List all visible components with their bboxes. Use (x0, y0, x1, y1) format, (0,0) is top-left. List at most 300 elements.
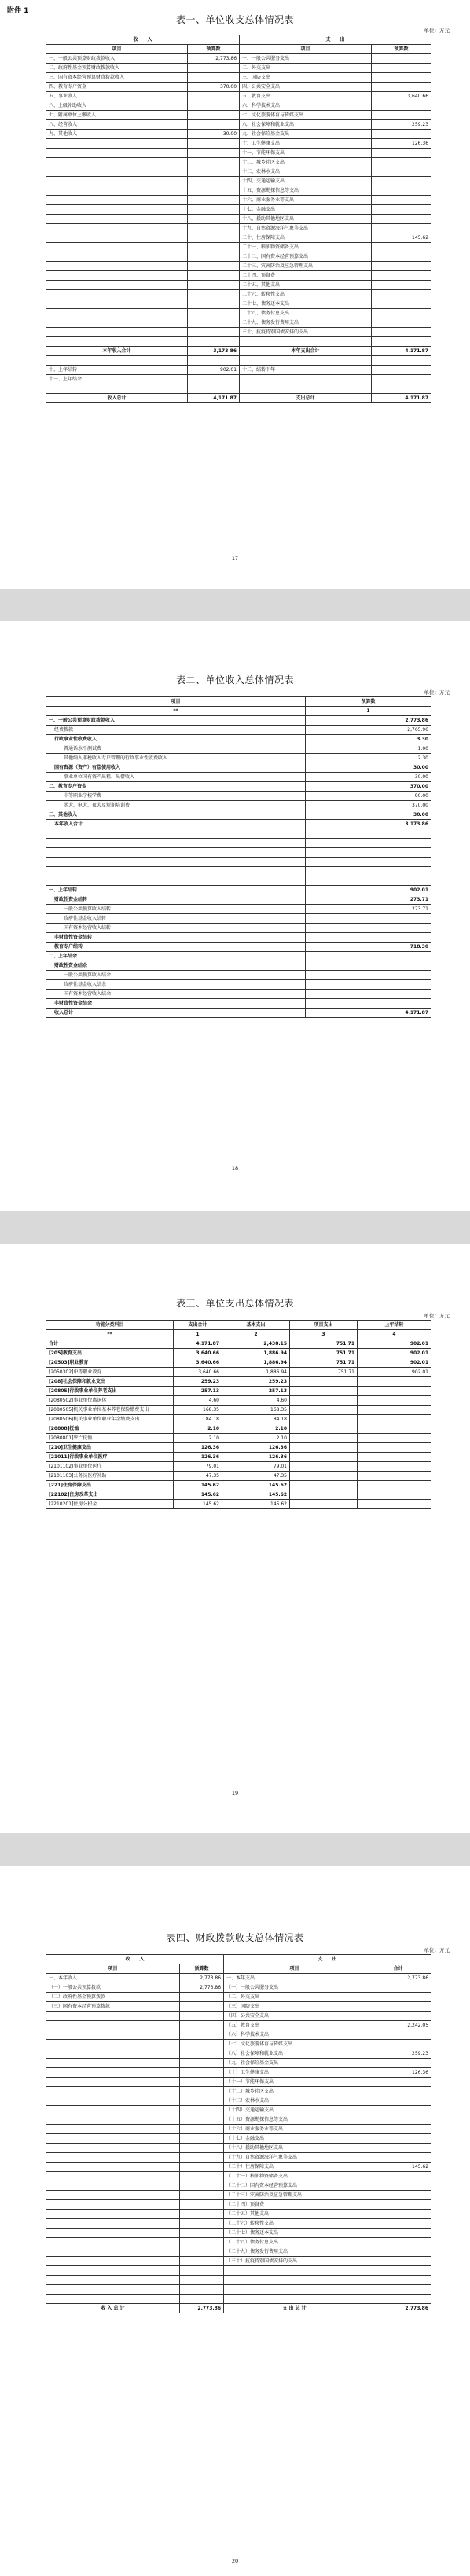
carryover-amount (358, 1415, 431, 1424)
attachment-label: 附件 1 (7, 7, 29, 15)
table4-col-item: 项目 (224, 1964, 365, 1974)
table-row (46, 801, 431, 810)
income-amount: 370.00 (188, 83, 240, 92)
carryover-amount: 902.01 (358, 1339, 431, 1349)
income-amount (180, 2125, 224, 2134)
income-item (46, 2021, 180, 2030)
table-row (46, 895, 431, 905)
basic-amount: 2.10 (222, 1424, 290, 1434)
table2-col-budget: 预算数 (306, 697, 431, 707)
table-row (46, 773, 431, 782)
table-row (46, 1500, 431, 1509)
subject: [20805]行政事业单位养老支出 (46, 1387, 174, 1396)
income-item (46, 224, 188, 233)
expense-item: 十二、结转下年 (240, 366, 372, 375)
expense-amount (372, 64, 431, 73)
expense-amount (365, 2030, 431, 2040)
expense-item: 支出总计 (240, 394, 372, 403)
income-amount (180, 2078, 224, 2087)
income-amount (180, 2163, 224, 2172)
expense-amount (365, 2238, 431, 2247)
carryover-amount (358, 1377, 431, 1387)
expense-amount (365, 2002, 431, 2012)
project-amount (290, 1424, 358, 1434)
expense-amount: 259.23 (365, 2049, 431, 2059)
expense-amount (365, 2144, 431, 2153)
income-amount: 30.00 (306, 773, 431, 782)
income-item: 一、本年收入 (46, 1974, 180, 1983)
income-item: 二、上年结余 (46, 952, 306, 961)
expense-amount (365, 2172, 431, 2181)
subject: [22102]住房改革支出 (46, 1490, 174, 1500)
income-item: 三、国有资本经营预算财政拨款收入 (46, 73, 188, 83)
income-item (46, 290, 188, 299)
income-item (46, 2257, 180, 2266)
income-item (46, 2200, 180, 2210)
income-item (46, 2012, 180, 2021)
expense-item: （十二）城乡社区支出 (224, 2087, 365, 2096)
table-row (46, 933, 431, 943)
page-table-3 (0, 1244, 470, 1833)
expense-item: 十七、金融支出 (240, 205, 372, 215)
table-row (46, 2276, 431, 2285)
income-amount (180, 2191, 224, 2200)
table-row (46, 763, 431, 773)
income-item: 经费拨款 (46, 726, 306, 735)
income-item (46, 337, 188, 347)
table-row (46, 1358, 431, 1368)
income-amount (180, 2144, 224, 2153)
expense-item: 二十、住房保障支出 (240, 233, 372, 243)
income-item (46, 2030, 180, 2040)
income-amount (180, 2200, 224, 2210)
income-item (46, 2115, 180, 2125)
table-row (46, 905, 431, 914)
income-amount: 2,773.86 (188, 54, 240, 64)
income-item: 政府性基金收入结余 (46, 980, 306, 990)
expense-item (240, 356, 372, 366)
subject: [21011]行政事业单位医疗 (46, 1453, 174, 1462)
total-amount: 259.23 (174, 1377, 222, 1387)
income-item (46, 2068, 180, 2078)
subject: [2050302]中等职业教育 (46, 1368, 174, 1377)
table-row (46, 2144, 431, 2153)
income-item: 一般公共预算收入结转 (46, 905, 306, 914)
table2-title: 表二、单位收入总体情况表 (175, 674, 294, 685)
table-row (46, 2304, 431, 2313)
table1-col-budget: 预算数 (188, 45, 240, 54)
expense-item: （十七）金融支出 (224, 2134, 365, 2144)
income-item (46, 2153, 180, 2163)
income-amount: 30.00 (306, 810, 431, 820)
table-row (46, 782, 431, 792)
table-row (46, 1472, 431, 1481)
income-item: 教育专户结转 (46, 943, 306, 952)
income-amount: 4,171.87 (188, 394, 240, 403)
expense-amount (365, 2266, 431, 2276)
income-item: 收入总计 (46, 394, 188, 403)
basic-amount: 126.36 (222, 1443, 290, 1453)
table-row (46, 1481, 431, 1490)
expense-item: （三）国防支出 (224, 2002, 365, 2012)
income-amount (188, 224, 240, 233)
table-row (46, 2096, 431, 2106)
table-row (46, 1490, 431, 1500)
total-amount: 3,640.66 (174, 1349, 222, 1358)
table-row (46, 1377, 431, 1387)
table-row (46, 2295, 431, 2304)
table-row (46, 328, 431, 337)
income-amount (188, 262, 240, 271)
page-table-2 (0, 621, 470, 1211)
expense-item: （二十六）转移性支出 (224, 2219, 365, 2229)
basic-amount: 2,438.15 (222, 1339, 290, 1349)
table-row (46, 999, 431, 1009)
income-amount (306, 952, 431, 961)
project-amount (290, 1453, 358, 1462)
income-item: 三、其他收入 (46, 810, 306, 820)
income-amount (188, 64, 240, 73)
expense-amount (372, 290, 431, 299)
table-row (46, 130, 431, 139)
income-amount (188, 356, 240, 366)
income-item (46, 252, 188, 262)
table-row (46, 2238, 431, 2247)
expense-amount (372, 177, 431, 186)
project-amount (290, 1462, 358, 1472)
income-amount (188, 271, 240, 281)
income-amount: 4,171.87 (306, 1009, 431, 1018)
table-row (46, 1349, 431, 1358)
expense-amount (365, 2078, 431, 2087)
expense-item: 二十二、国有资本经营预算支出 (240, 252, 372, 262)
expense-amount (372, 366, 431, 375)
table-row (46, 2266, 431, 2276)
table4-income-header: 收 入 (46, 1955, 224, 1964)
expense-item: 十三、农林水支出 (240, 167, 372, 177)
expense-item: 十九、自然资源海洋气象等支出 (240, 224, 372, 233)
expense-item: 十八、援助其他地区支出 (240, 215, 372, 224)
subject: [2101103]公务员医疗补助 (46, 1472, 174, 1481)
income-amount (180, 2210, 224, 2219)
income-amount (188, 337, 240, 347)
table-row (46, 2210, 431, 2219)
expense-amount (365, 2181, 431, 2191)
expense-amount (372, 309, 431, 318)
expense-item: （二十一）粮油物资储备支出 (224, 2172, 365, 2181)
expense-item: （八）社会保障和就业支出 (224, 2049, 365, 2059)
income-item (46, 2087, 180, 2096)
income-amount: 902.01 (188, 366, 240, 375)
carryover-amount (358, 1387, 431, 1396)
table3-col-index: 4 (358, 1330, 431, 1339)
expense-amount (372, 243, 431, 252)
expense-item: 十、卫生健康支出 (240, 139, 372, 149)
table-row (46, 2163, 431, 2172)
table-row (46, 347, 431, 356)
income-amount (306, 999, 431, 1009)
expense-amount (372, 215, 431, 224)
table4-col-total: 合计 (365, 1964, 431, 1974)
table4 (46, 1954, 431, 2313)
income-amount (188, 233, 240, 243)
basic-amount: 4.60 (222, 1396, 290, 1406)
table-row (46, 2002, 431, 2012)
income-amount (180, 2295, 224, 2304)
table1-col-item: 项目 (46, 45, 188, 54)
expense-item: 三、国防支出 (240, 73, 372, 83)
project-amount: 751.71 (290, 1339, 358, 1349)
total-amount: 2.10 (174, 1424, 222, 1434)
income-item: 九、其他收入 (46, 130, 188, 139)
basic-amount: 145.62 (222, 1481, 290, 1490)
table1-col-budget: 预算数 (372, 45, 431, 54)
income-item (46, 2238, 180, 2247)
carryover-amount (358, 1500, 431, 1509)
income-amount (180, 2247, 224, 2257)
expense-amount (372, 130, 431, 139)
income-amount (188, 139, 240, 149)
table1 (46, 35, 431, 403)
income-amount (306, 839, 431, 848)
expense-item: 七、文化旅游体育与传媒支出 (240, 111, 372, 120)
income-amount: 2,773.86 (180, 1974, 224, 1983)
expense-amount: 259.23 (372, 120, 431, 130)
table-row (46, 2153, 431, 2163)
table-row (46, 716, 431, 726)
income-item (46, 384, 188, 394)
table-row (46, 2200, 431, 2210)
expense-amount (365, 2115, 431, 2125)
income-item (46, 2266, 180, 2276)
expense-item: （一）一般公共服务支出 (224, 1983, 365, 1993)
income-item (46, 2247, 180, 2257)
total-amount: 3,640.66 (174, 1368, 222, 1377)
income-amount (180, 2285, 224, 2295)
expense-amount (365, 2210, 431, 2219)
expense-amount: 2,773.86 (365, 1974, 431, 1983)
basic-amount: 1,886.94 (222, 1358, 290, 1368)
expense-amount (372, 281, 431, 290)
expense-amount: 2,242.05 (365, 2021, 431, 2030)
table-row (46, 820, 431, 829)
income-amount (180, 2134, 224, 2144)
income-item (46, 149, 188, 158)
expense-item (224, 2266, 365, 2276)
table-row (46, 867, 431, 876)
expense-amount (372, 271, 431, 281)
table-row (46, 2078, 431, 2087)
income-item: 其他纳入非税收入专户管理的行政事业性收费收入 (46, 754, 306, 763)
income-amount (188, 186, 240, 196)
income-item (46, 2106, 180, 2115)
table-row (46, 886, 431, 895)
income-item (46, 2295, 180, 2304)
table-row (46, 111, 431, 120)
table-row (46, 943, 431, 952)
expense-amount: 145.62 (372, 233, 431, 243)
carryover-amount (358, 1443, 431, 1453)
table-row (46, 1983, 431, 1993)
income-amount (180, 2049, 224, 2059)
income-item (46, 328, 188, 337)
table4-unit: 单位：万元 (424, 1947, 450, 1953)
table3-col-carryover: 上年结转 (358, 1321, 431, 1330)
income-amount: 30.00 (306, 763, 431, 773)
income-item: 本年收入合计 (46, 347, 188, 356)
income-item: 六、上级补助收入 (46, 101, 188, 111)
expense-item: 本年支出合计 (240, 347, 372, 356)
total-amount: 145.62 (174, 1500, 222, 1509)
expense-amount (372, 337, 431, 347)
income-item: 一般公共预算收入结余 (46, 971, 306, 980)
income-item (46, 196, 188, 205)
income-item: 财政性资金结转 (46, 895, 306, 905)
income-amount (180, 2153, 224, 2163)
expense-amount: 145.62 (365, 2163, 431, 2172)
income-item (46, 2134, 180, 2144)
expense-amount (372, 158, 431, 167)
income-item (46, 2191, 180, 2200)
expense-amount (365, 2059, 431, 2068)
expense-item: （三十）抗疫特别国债安排的支出 (224, 2257, 365, 2266)
table-row (46, 1434, 431, 1443)
income-item: （二）政府性基金预算拨款 (46, 1993, 180, 2002)
carryover-amount (358, 1481, 431, 1490)
income-amount (188, 120, 240, 130)
subject: [221]住房保障支出 (46, 1481, 174, 1490)
expense-amount (365, 2285, 431, 2295)
income-amount (306, 867, 431, 876)
table-row (46, 139, 431, 149)
expense-item: 十六、商业服务业等支出 (240, 196, 372, 205)
page-number: 17 (231, 555, 239, 561)
income-item (46, 829, 306, 839)
table-row (46, 2285, 431, 2295)
income-amount (188, 177, 240, 186)
expense-item: 九、社会保险基金支出 (240, 130, 372, 139)
expense-item: 二十五、其他支出 (240, 281, 372, 290)
basic-amount: 257.13 (222, 1387, 290, 1396)
carryover-amount: 902.01 (358, 1358, 431, 1368)
table-row (46, 792, 431, 801)
income-item: （一）一般公共预算拨款 (46, 1983, 180, 1993)
subject: 合计 (46, 1339, 174, 1349)
table-row (46, 271, 431, 281)
income-amount (180, 2002, 224, 2012)
income-amount (180, 2030, 224, 2040)
table-row (46, 924, 431, 933)
expense-amount (365, 2125, 431, 2134)
table-row (46, 2068, 431, 2078)
income-amount (180, 2276, 224, 2285)
expense-amount (365, 2153, 431, 2163)
total-amount: 145.62 (174, 1481, 222, 1490)
income-amount (306, 933, 431, 943)
table-row (46, 2059, 431, 2068)
table-row (46, 2012, 431, 2021)
table-row (46, 186, 431, 196)
expense-item: （九）社会保险基金支出 (224, 2059, 365, 2068)
expense-item: （七）文化旅游体育与传媒支出 (224, 2040, 365, 2049)
expense-amount: 126.36 (372, 139, 431, 149)
income-amount (188, 149, 240, 158)
income-amount: 902.01 (306, 886, 431, 895)
table4-title: 表四、财政拨款收支总体情况表 (166, 1932, 304, 1943)
income-amount: 2,773.86 (180, 2304, 224, 2313)
table-row (46, 262, 431, 271)
project-amount (290, 1434, 358, 1443)
income-amount: 3,173.86 (306, 820, 431, 829)
table-row (46, 1339, 431, 1349)
income-amount (180, 2096, 224, 2106)
expense-amount (365, 2106, 431, 2115)
table-row (46, 2106, 431, 2115)
income-amount (180, 2229, 224, 2238)
table-row (46, 952, 431, 961)
income-amount (188, 215, 240, 224)
income-item (46, 2229, 180, 2238)
expense-amount (372, 224, 431, 233)
income-item: 一、一般公共预算财政拨款收入 (46, 54, 188, 64)
income-amount (188, 111, 240, 120)
table-row (46, 2257, 431, 2266)
expense-item: （十八）援助其他地区支出 (224, 2144, 365, 2153)
expense-item: 二、外交支出 (240, 64, 372, 73)
expense-item: 五、教育支出 (240, 92, 372, 101)
income-amount (306, 980, 431, 990)
expense-item (240, 384, 372, 394)
project-amount (290, 1406, 358, 1415)
table-row (46, 384, 431, 394)
income-item (46, 2276, 180, 2285)
basic-amount: 168.35 (222, 1406, 290, 1415)
expense-item (240, 337, 372, 347)
expense-amount (372, 205, 431, 215)
expense-item: （二十九）债务发行费用支出 (224, 2247, 365, 2257)
subject: [2080506]机关事业单位职业年金缴费支出 (46, 1415, 174, 1424)
income-item (46, 839, 306, 848)
basic-amount: 145.62 (222, 1500, 290, 1509)
income-item (46, 2059, 180, 2068)
income-amount (306, 876, 431, 886)
income-amount (180, 2257, 224, 2266)
expense-item: 二十七、债务还本支出 (240, 299, 372, 309)
income-amount (188, 167, 240, 177)
income-amount (180, 2172, 224, 2181)
income-item: 二、政府性基金预算财政拨款收入 (46, 64, 188, 73)
expense-amount (372, 384, 431, 394)
expense-amount (365, 2229, 431, 2238)
subject: [2080505]机关事业单位基本养老保险缴费支出 (46, 1406, 174, 1415)
expense-item: 六、科学技术支出 (240, 101, 372, 111)
expense-item: 十四、交通运输支出 (240, 177, 372, 186)
table-row (46, 64, 431, 73)
project-amount (290, 1396, 358, 1406)
expense-amount (365, 2087, 431, 2096)
expense-item: 一、一般公共服务支出 (240, 54, 372, 64)
table-row (46, 318, 431, 328)
expense-amount: 3,640.66 (372, 92, 431, 101)
table-row (46, 914, 431, 924)
table-row (46, 224, 431, 233)
subject: [2101102]事业单位医疗 (46, 1462, 174, 1472)
total-amount: 145.62 (174, 1490, 222, 1500)
table-row (46, 1453, 431, 1462)
income-amount (180, 2068, 224, 2078)
table-row (46, 233, 431, 243)
expense-item: 十五、资源勘探信息等支出 (240, 186, 372, 196)
